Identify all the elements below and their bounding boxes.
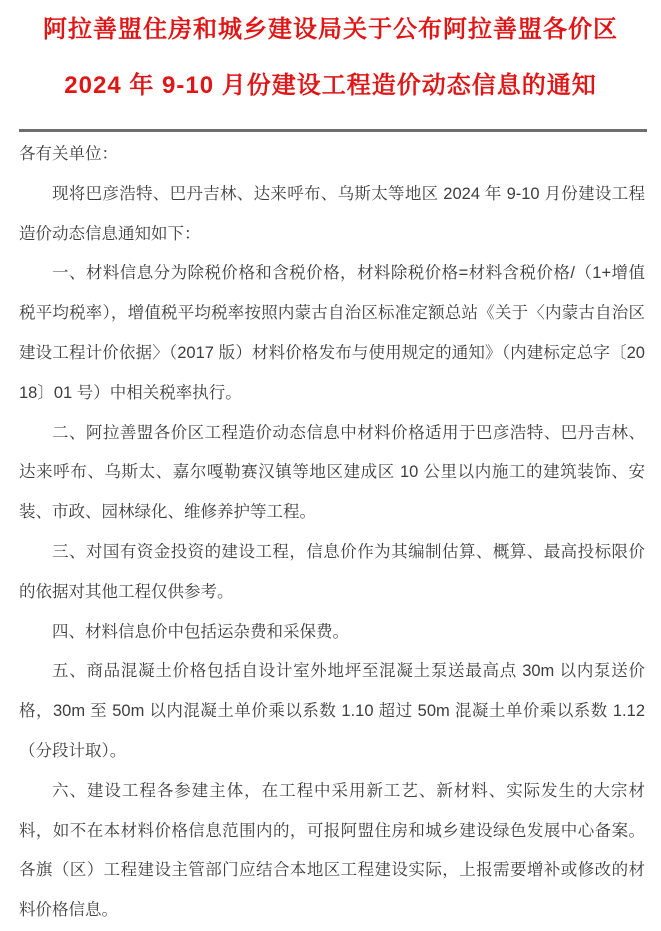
body-paragraph-6: 六、建设工程各参建主体，在工程中采用新工艺、新材料、实际发生的大宗材料，如不在本材料价格信息范围内的，可报阿盟住房和城乡建设绿色发展中心备案。各旗（区）工程建设主管部门应结合本地区工程建设实际，上报需要增补或修改的材料价格信息。 <box>19 781 645 920</box>
body-paragraph-5: 五、商品混凝土价格包括自设计室外地坪至混凝土泵送最高点 30m 以内泵送价格，30m 至 50m 以内混凝土单价乘以系数 1.10 超过 50m 混凝土单价乘以系数 1.12（分段计取）。 <box>19 662 645 760</box>
body-paragraph-intro: 现将巴彦浩特、巴丹吉林、达来呼布、乌斯太等地区 2024 年 9-10 月份建设工程造价动态信息通知如下： <box>19 184 645 243</box>
body-paragraph-2: 二、阿拉善盟各价区工程造价动态信息中材料价格适用于巴彦浩特、巴丹吉林、达来呼布、乌斯太、嘉尔嘎勒赛汉镇等地区建成区 10 公里以内施工的建筑装饰、安装、市政、园林绿化、维修养护等工程。 <box>19 423 645 522</box>
doc-title-line-1: 阿拉善盟住房和城乡建设局关于公布阿拉善盟各价区 <box>43 16 618 43</box>
doc-body <box>0 132 661 931</box>
body-paragraph-4: 四、材料信息价中包括运杂费和采保费。 <box>52 622 349 641</box>
salutation: 各有关单位： <box>19 145 118 163</box>
doc-title-line-2: 2024 年 9-10 月份建设工程造价动态信息的通知 <box>64 72 597 99</box>
body-paragraph-1: 一、材料信息分为除税价格和含税价格，材料除税价格=材料含税价格/（1+增值税平均税率），增值税平均税率按照内蒙古自治区标准定额总站《关于〈内蒙古自治区建设工程计价依据〉（2017 版）材料价格发布与使用规定的通知》（内建标定总字〔2018〕01 号）中相关税率执行。 <box>19 264 645 402</box>
body-paragraph-3: 三、对国有资金投资的建设工程，信息价作为其编制估算、概算、最高投标限价的依据对其他工程仅供参考。 <box>19 542 645 601</box>
